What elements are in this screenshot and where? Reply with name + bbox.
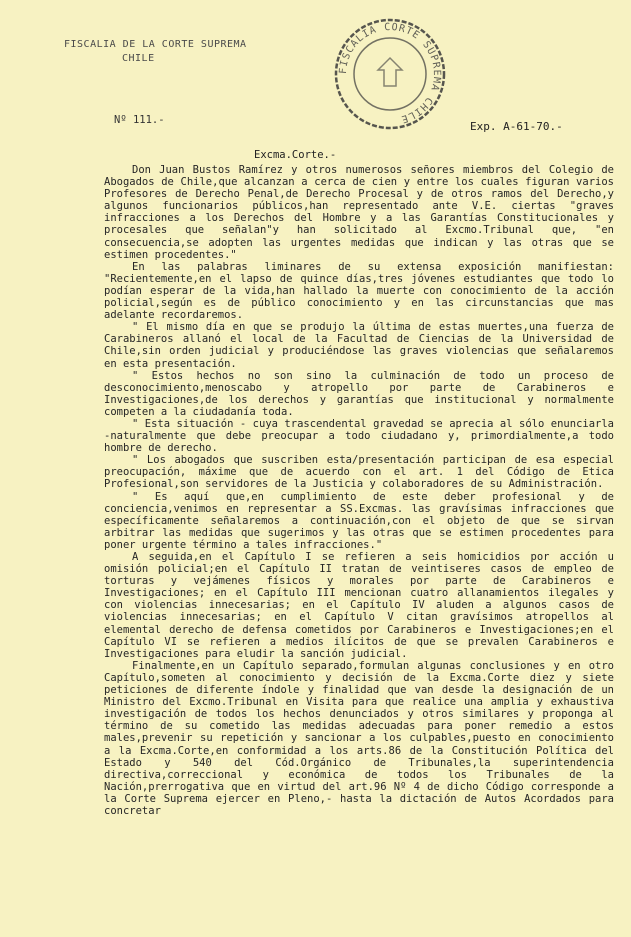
paragraph-6: " Los abogados que suscriben esta/presentación participan de esa especial preocupación, máxime que de acuerdo con el art. 1 del Código de Etica Profesional,son servidores de la Justicia y colaboradores de su Administración. — [104, 454, 614, 491]
paragraph-4: " Estos hechos no son sino la culminación de todo un proceso de desconocimiento,menoscabo y atropello por parte de Carabineros e Investigaciones,de los derechos y garantías que institucional y normalmente competen a la ciudadanía toda. — [104, 369, 614, 418]
official-seal-stamp — [330, 14, 450, 134]
file-reference: Exp. A-61-70.- — [470, 120, 563, 133]
paragraph-8: A seguida,en el Capítulo I se refieren a seis homicidios por acción u omisión policial;en el Capítulo II tratan de veintiseres casos de empleo de torturas y vejámenes físicos y morales por parte de Carabineros e Investigaciones; en el Capítulo III mencionan cuatro allanamientos ilegales y con violencias innecesarias; en el Capítulo IV aluden a algunos casos de violencias innecesarias; en el Capítulo V citan gravísimos atropellos al elemental derecho de defensa cometidos por Carabineros e Investigaciones;en el Capítulo VI se refieren a medios ilícitos de que se prevalen Carabineros e Investigaciones para eludir la sanción judicial. — [104, 551, 614, 660]
seal-text: FISCALIA CORTE SUPREMA CHILE — [337, 21, 443, 125]
letter-body — [104, 164, 614, 924]
document-number: Nº 111.- — [114, 114, 165, 126]
paragraph-2: En las palabras liminares de su extensa exposición manifiestan: "Recientemente,en el lapso de quince días,tres jóvenes estudiantes que todo lo podían esperar de la vida,han hallado la muerte con conocimiento de la acción policial,según es de público conocimiento y en las circunstancias que mas adelante recordaremos. — [104, 260, 614, 322]
salutation: Excma.Corte.- — [254, 149, 337, 161]
paragraph-9: Finalmente,en un Capítulo separado,formulan algunas conclusiones y en otro Capítulo,someten al conocimiento y decisión de la Excma.Corte diez y siete peticiones de diferente índole y finalidad que van desde la designación de un Ministro del Excmo.Tribunal en Visita para que realice una amplia y exhaustiva investigación de todos los hechos denunciados y otros similares y proponga al término de su cometido las medidas adecuadas para poner remedio a estos males,prevenir su repetición y sancionar a los culpables,puesto en conocimiento a la Excma.Corte,en conformidad a los arts.86 de la Constitución Política del Estado y 540 del Cód.Orgánico de Tribunales,la superintendencia directiva,correccional y económica de todos los Tribunales de la Nación,prerrogativa que en virtud del art.96 Nº 4 de dicho Código corresponde a la Corte Suprema ejercer en Pleno,- hasta la dictación de Autos Acordados para concretar — [104, 659, 614, 817]
paragraph-5: " Esta situación - cuya trascendental gravedad se aprecia al sólo enunciarla -naturalmente que debe preocupar a todo ciudadano y, primordialmente,a todo hombre de derecho. — [104, 417, 614, 455]
letterhead — [64, 38, 264, 66]
paragraph-3: " El mismo día en que se produjo la última de estas muertes,una fuerza de Carabineros allanó el local de la Facultad de Ciencias de la Universidad de Chile,sin orden judicial y produciéndose las graves violencias que señalaremos en esta presentación. — [104, 321, 614, 370]
paragraph-1: Don Juan Bustos Ramírez y otros numerosos señores miembros del Colegio de Abogados de Chile,que alcanzan a cerca de cien y entre los cuales figuran varios Profesores de Derecho Penal,de Derecho Procesal y de otros ramos del Derecho,y algunos funcionarios públicos,han representado ante V.E. ciertas "graves infracciones a los Derechos del Hombre y a las Garantías Constitucionales y procesales que señalan"y han solicitado al Excmo.Tribunal que, "en consecuencia,se adopten las urgentes medidas que indican y las otras que se estimen procedentes." — [104, 164, 614, 261]
letterhead-country: CHILE — [122, 53, 155, 64]
paragraph-7: " Es aquí que,en cumplimiento de este deber profesional y de conciencia,venimos en representar a SS.Excmas. las gravísimas infracciones que específicamente señalaremos a continuación,con el objeto de que se sirvan arbitrar las medidas que sugerimos y las otras que se estimen procedentes para poner urgente término a tales infracciones." — [104, 490, 614, 551]
letterhead-title: FISCALIA DE LA CORTE SUPREMA — [64, 39, 247, 50]
